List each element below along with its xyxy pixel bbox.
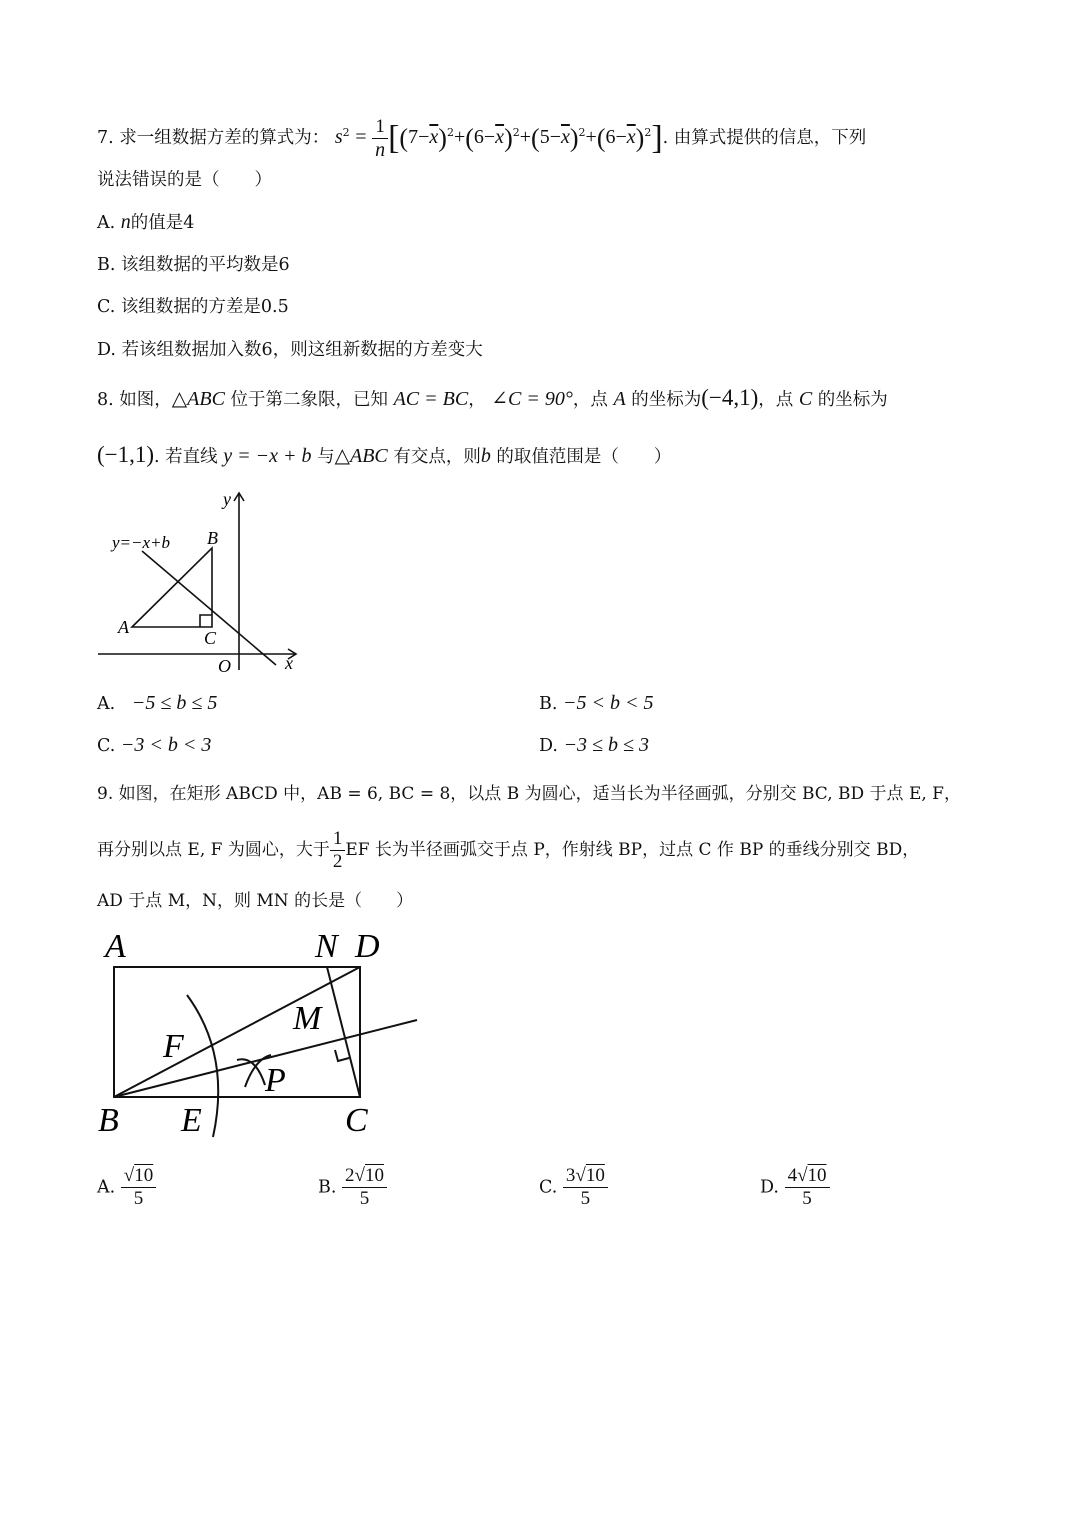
q9-label-e: E	[181, 1102, 202, 1139]
q8-option-b: B. −5 < b < 5	[539, 692, 654, 714]
q8-line1: 8. 如图，△ABC 位于第二象限，已知 AC = BC， ∠C = 90°，点 A 的坐标为(−4,1)，点 C 的坐标为	[97, 385, 888, 410]
q9-label-b: B	[98, 1102, 119, 1139]
q9-line1: 9. 如图，在矩形 ABCD 中，AB = 6, BC = 8，以点 B 为圆心，适当长为半径画弧，分别交 BC, BD 于点 E, F，	[97, 784, 961, 804]
q9-right-angle-mark	[335, 1050, 349, 1061]
q8-right-angle-mark	[200, 615, 212, 627]
q9-diagonal-bd	[114, 967, 360, 1097]
q7-line2: 说法错误的是（ ）	[97, 170, 272, 190]
q9-figure	[95, 925, 425, 1143]
q7-option-b: B. 该组数据的平均数是6	[97, 255, 290, 275]
q8-figure	[90, 485, 310, 680]
q8-option-a: A. −5 ≤ b ≤ 5	[97, 692, 218, 714]
q9-label-a: A	[105, 928, 126, 965]
half-fraction: $\frac{1}{2}$	[330, 828, 346, 873]
formula-fraction: $\frac{1}{n}$	[372, 116, 388, 161]
q9-option-d: D. $\frac{4√10}{5}$	[760, 1165, 830, 1210]
q9-label-p: P	[265, 1062, 286, 1099]
q8-label-y: y	[223, 489, 231, 509]
q9-label-f: F	[163, 1028, 184, 1065]
q7-suffix: . 由算式提供的信息，下列	[662, 128, 867, 148]
q9-label-c: C	[345, 1102, 368, 1139]
q8-label-a: A	[118, 617, 129, 637]
q7-prefix: 求一组数据方差的算式为：	[119, 128, 330, 148]
q9-line3: AD 于点 M，N，则 MN 的长是（ ）	[97, 891, 414, 911]
q8-label-c: C	[204, 628, 217, 648]
q9-option-c: C. $\frac{3√10}{5}$	[539, 1165, 608, 1210]
q9-label-d: D	[355, 928, 380, 965]
q9-perpendicular-cn	[327, 967, 360, 1097]
q7-option-d: D. 若该组数据加入数6，则这组新数据的方差变大	[97, 340, 483, 360]
q7-line1	[97, 116, 866, 161]
q9-line2: 再分别以点 E, F 为圆心，大于 $\frac{1}{2}$ EF 长为半径画弧交于点 P，作射线 BP，过点 C 作 BP 的垂线分别交 BD，	[97, 828, 920, 872]
q7-option-a: A. n的值是4	[97, 211, 195, 233]
q8-option-d: D. −3 ≤ b ≤ 3	[539, 734, 650, 756]
q8-line2: (−1,1). 若直线 y = −x + b 与△ABC 有交点，则b 的取值范围是（ ）	[97, 442, 672, 467]
q9-label-n: N	[315, 928, 338, 965]
q8-option-c: C. −3 < b < 3	[97, 734, 212, 756]
q9-option-b: B. $\frac{2√10}{5}$	[318, 1165, 387, 1210]
q7-number: 7.	[97, 128, 114, 148]
q9-option-a: A. $\frac{√10}{5}$	[97, 1165, 156, 1210]
q8-label-b: B	[207, 528, 218, 548]
variance-formula: $s^2$ = $\frac{1}{n}$ $[(7-\overline{x})^2+(6-\overline{x})^2+(5-\overline{x})^2+(6-\overline{x})^2]$	[334, 116, 663, 161]
q8-label-o: O	[218, 656, 231, 676]
q7-option-c: C. 该组数据的方差是0.5	[97, 297, 289, 317]
q8-label-x: x	[285, 653, 293, 673]
q9-label-m: M	[293, 1000, 322, 1037]
q8-line-label: y=−x+b	[112, 533, 171, 552]
